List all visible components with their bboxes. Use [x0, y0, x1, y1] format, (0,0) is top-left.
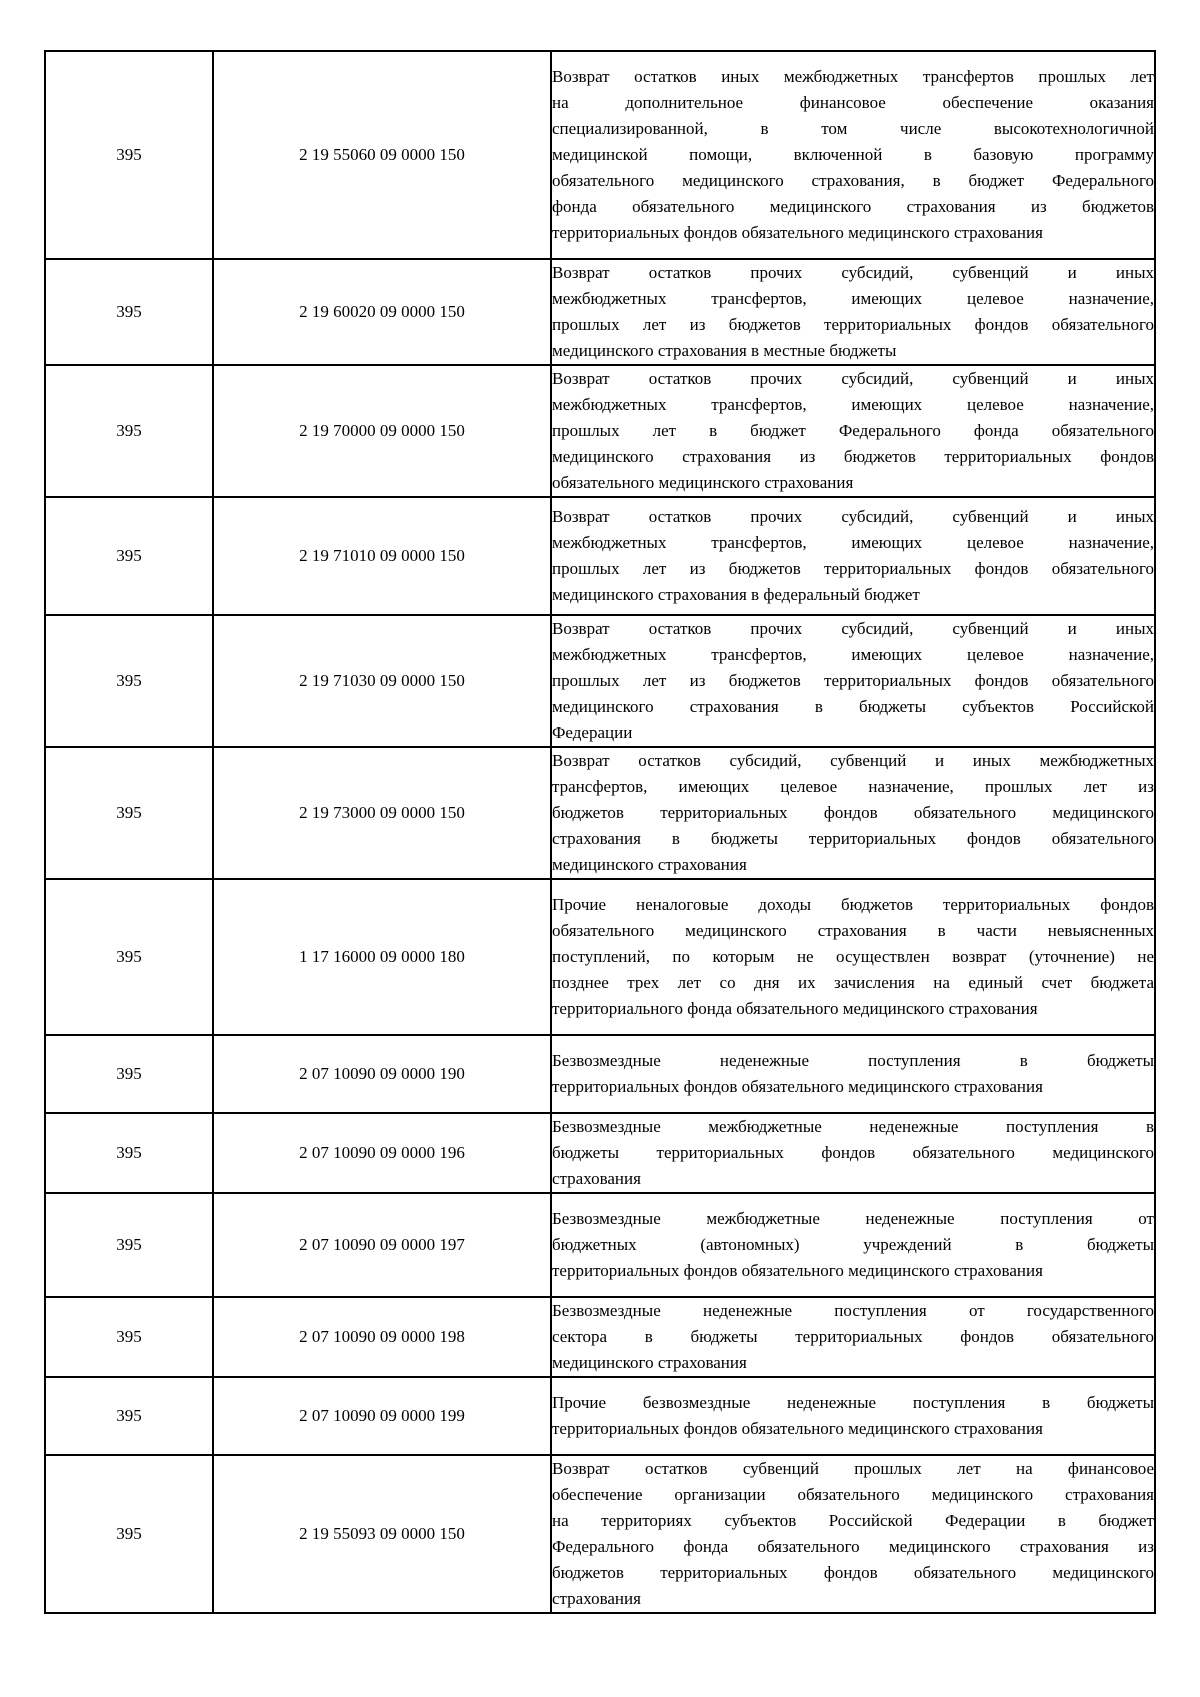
admin-code-cell: 395	[45, 879, 213, 1035]
admin-code-cell: 395	[45, 615, 213, 747]
income-name-line: Безвозмездные неденежные поступления в бюджеты	[552, 1051, 1154, 1070]
income-name-line: межбюджетных трансфертов, имеющих целевое назначение,	[552, 645, 1154, 664]
income-name-cell	[551, 51, 1155, 259]
income-name-line: страхования	[552, 1589, 641, 1608]
income-name-line: специализированной, в том числе высокотехнологичной	[552, 119, 1154, 138]
table-row	[45, 1377, 1155, 1455]
income-name-cell	[551, 1035, 1155, 1113]
income-name-line: обязательного медицинского страхования в части невыясненных	[552, 921, 1154, 940]
budget-classification-code-cell: 2 19 55093 09 0000 150	[213, 1455, 551, 1613]
income-name-line: медицинской помощи, включенной в базовую программу	[552, 145, 1154, 164]
budget-classification-code-cell: 2 19 73000 09 0000 150	[213, 747, 551, 879]
income-name-line: межбюджетных трансфертов, имеющих целевое назначение,	[552, 533, 1154, 552]
budget-classification-code-cell: 2 07 10090 09 0000 196	[213, 1113, 551, 1193]
income-name-cell	[551, 497, 1155, 615]
income-name-line: бюджеты территориальных фондов обязательного медицинского	[552, 1143, 1154, 1162]
income-name-line: обязательного медицинского страхования, в бюджет Федерального	[552, 171, 1154, 190]
income-name-line: территориального фонда обязательного медицинского страхования	[552, 999, 1038, 1018]
income-name-cell	[551, 1377, 1155, 1455]
income-name-line: медицинского страхования в местные бюджеты	[552, 341, 897, 360]
income-name-line: прошлых лет из бюджетов территориальных фондов обязательного	[552, 559, 1154, 578]
admin-code-cell: 395	[45, 1035, 213, 1113]
income-name-line: Прочие неналоговые доходы бюджетов территориальных фондов	[552, 895, 1154, 914]
income-name-line: на территориях субъектов Российской Федерации в бюджет	[552, 1511, 1154, 1530]
income-name-cell	[551, 879, 1155, 1035]
income-name-line: бюджетов территориальных фондов обязательного медицинского	[552, 803, 1154, 822]
income-name-line: Федерального фонда обязательного медицинского страхования из	[552, 1537, 1154, 1556]
income-name-line: Безвозмездные межбюджетные неденежные поступления от	[552, 1209, 1154, 1228]
income-name-line: медицинского страхования	[552, 855, 747, 874]
admin-code-cell: 395	[45, 1297, 213, 1377]
admin-code-cell: 395	[45, 51, 213, 259]
budget-classification-code-cell: 2 19 70000 09 0000 150	[213, 365, 551, 497]
income-name-cell	[551, 259, 1155, 365]
budget-classification-code-cell: 2 19 71010 09 0000 150	[213, 497, 551, 615]
admin-code-cell: 395	[45, 747, 213, 879]
income-name-line: страхования в бюджеты территориальных фондов обязательного	[552, 829, 1154, 848]
table-row	[45, 747, 1155, 879]
income-name-cell	[551, 1193, 1155, 1297]
budget-classification-code-cell: 2 19 60020 09 0000 150	[213, 259, 551, 365]
income-name-line: прошлых лет из бюджетов территориальных фондов обязательного	[552, 315, 1154, 334]
income-name-line: территориальных фондов обязательного медицинского страхования	[552, 1077, 1043, 1096]
income-name-line: прошлых лет в бюджет Федерального фонда обязательного	[552, 421, 1154, 440]
income-name-line: позднее трех лет со дня их зачисления на единый счет бюджета	[552, 973, 1154, 992]
admin-code-cell: 395	[45, 1377, 213, 1455]
admin-code-cell: 395	[45, 365, 213, 497]
table-row	[45, 1035, 1155, 1113]
income-name-line: сектора в бюджеты территориальных фондов обязательного	[552, 1327, 1154, 1346]
income-name-line: Возврат остатков субвенций прошлых лет на финансовое	[552, 1459, 1154, 1478]
income-name-line: Возврат остатков прочих субсидий, субвенций и иных	[552, 507, 1154, 526]
income-name-line: страхования	[552, 1169, 641, 1188]
income-name-line: обязательного медицинского страхования	[552, 473, 854, 492]
income-name-line: прошлых лет из бюджетов территориальных фондов обязательного	[552, 671, 1154, 690]
budget-classification-code-cell: 2 19 71030 09 0000 150	[213, 615, 551, 747]
budget-classification-code-cell: 2 07 10090 09 0000 197	[213, 1193, 551, 1297]
budget-classification-code-cell: 1 17 16000 09 0000 180	[213, 879, 551, 1035]
admin-code-cell: 395	[45, 259, 213, 365]
income-name-line: медицинского страхования из бюджетов территориальных фондов	[552, 447, 1154, 466]
income-name-line: территориальных фондов обязательного медицинского страхования	[552, 223, 1043, 242]
income-name-line: Безвозмездные межбюджетные неденежные поступления в	[552, 1117, 1154, 1136]
income-name-cell	[551, 365, 1155, 497]
budget-classification-code-cell: 2 07 10090 09 0000 190	[213, 1035, 551, 1113]
income-name-line: территориальных фондов обязательного медицинского страхования	[552, 1261, 1043, 1280]
income-name-line: бюджетов территориальных фондов обязательного медицинского	[552, 1563, 1154, 1582]
income-name-line: трансфертов, имеющих целевое назначение, прошлых лет из	[552, 777, 1154, 796]
income-name-line: медицинского страхования в бюджеты субъектов Российской	[552, 697, 1154, 716]
income-name-line: Безвозмездные неденежные поступления от государственного	[552, 1301, 1154, 1320]
income-name-cell	[551, 1113, 1155, 1193]
table-row	[45, 1297, 1155, 1377]
table-row	[45, 879, 1155, 1035]
budget-classification-code-cell: 2 07 10090 09 0000 198	[213, 1297, 551, 1377]
income-name-line: на дополнительное финансовое обеспечение оказания	[552, 93, 1154, 112]
income-name-line: Федерации	[552, 723, 633, 742]
admin-code-cell: 395	[45, 1113, 213, 1193]
admin-code-cell: 395	[45, 497, 213, 615]
income-name-line: медицинского страхования	[552, 1353, 747, 1372]
income-name-line: поступлений, по которым не осуществлен возврат (уточнение) не	[552, 947, 1154, 966]
table-row	[45, 51, 1155, 259]
income-name-line: Возврат остатков субсидий, субвенций и иных межбюджетных	[552, 751, 1154, 770]
admin-code-cell: 395	[45, 1193, 213, 1297]
table-body	[45, 51, 1155, 1613]
budget-classification-code-cell: 2 07 10090 09 0000 199	[213, 1377, 551, 1455]
admin-code-cell: 395	[45, 1455, 213, 1613]
income-name-line: Возврат остатков прочих субсидий, субвенций и иных	[552, 263, 1154, 282]
table-row	[45, 259, 1155, 365]
income-name-line: территориальных фондов обязательного медицинского страхования	[552, 1419, 1043, 1438]
income-name-cell	[551, 1455, 1155, 1613]
table-row	[45, 1113, 1155, 1193]
table-row	[45, 1455, 1155, 1613]
income-name-line: Прочие безвозмездные неденежные поступления в бюджеты	[552, 1393, 1154, 1412]
income-name-line: Возврат остатков иных межбюджетных трансфертов прошлых лет	[552, 67, 1154, 86]
income-name-line: обеспечение организации обязательного медицинского страхования	[552, 1485, 1154, 1504]
budget-classification-code-cell: 2 19 55060 09 0000 150	[213, 51, 551, 259]
table-row	[45, 1193, 1155, 1297]
income-codes-table	[44, 50, 1156, 1614]
income-name-line: фонда обязательного медицинского страхования из бюджетов	[552, 197, 1154, 216]
table-row	[45, 497, 1155, 615]
income-name-line: Возврат остатков прочих субсидий, субвенций и иных	[552, 369, 1154, 388]
income-name-line: медицинского страхования в федеральный бюджет	[552, 585, 920, 604]
income-name-cell	[551, 747, 1155, 879]
income-name-cell	[551, 1297, 1155, 1377]
income-name-line: Возврат остатков прочих субсидий, субвенций и иных	[552, 619, 1154, 638]
table-row	[45, 365, 1155, 497]
table-row	[45, 615, 1155, 747]
income-name-line: межбюджетных трансфертов, имеющих целевое назначение,	[552, 395, 1154, 414]
income-name-line: межбюджетных трансфертов, имеющих целевое назначение,	[552, 289, 1154, 308]
income-name-cell	[551, 615, 1155, 747]
income-name-line: бюджетных (автономных) учреждений в бюджеты	[552, 1235, 1154, 1254]
